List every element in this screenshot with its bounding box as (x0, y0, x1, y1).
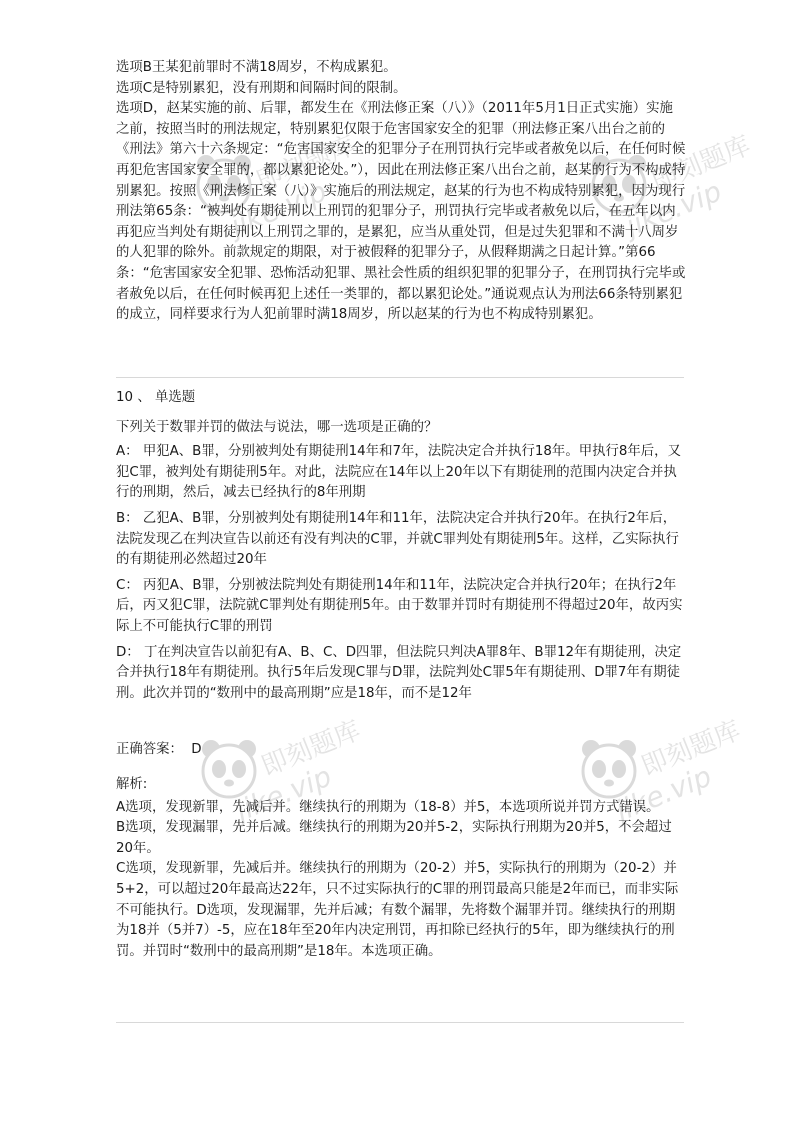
section-divider (116, 1022, 684, 1023)
option-text: 丁在判决宣告以前犯有A、B、C、D四罪，但法院只判决A罪8年、B罪12年有期徒刑，决定合并执行18年有期徒刑。执行5年后发现C罪与D罪，法院判处C罪5年有期徒刑、D罪7年有期徒刑。此次并罚的“数刑中的最高刑期”应是18年，而不是12年 (116, 644, 682, 701)
answer-row (116, 738, 686, 757)
watermark-brand: 即刻题库 (257, 715, 365, 783)
question-stem: 下列关于数罪并罚的做法与说法，哪一选项是正确的？ (116, 419, 438, 435)
analysis-paragraph: C选项，发现新罪，先减后并。继续执行的刑期为（20-2）并5，实际执行的刑期为（20-2）并5+2，可以超过20年最高达22年，只不过实际执行的C罪的刑罚最高只能是2年而已，而非实际不可能执行。D选项，发现漏罪，先并后减；有数个漏罪，先将数个漏罪并罚。继续执行的刑期为18并（5并7）-5，应在18年至20年内决定刑罚，再扣除已经执行的5年，即为继续执行的刑罚。并罚时“数刑中的最高刑期”是18年。本选项正确。 (116, 861, 679, 959)
section-divider (116, 377, 684, 378)
option-list (116, 442, 686, 704)
answer-label: 正确答案： (116, 742, 183, 757)
watermark-url: jike.vip (226, 174, 332, 243)
answer-value: D (191, 742, 202, 757)
option-text: 甲犯A、B罪，分别被判处有期徒刑14年和7年，法院决定合并执行18年。甲执行8年后，又犯C罪，被判处有期徒刑5年。对此，法院应在14年以上20年以下有期徒刑的范围内决定合并执行的刑期，然后，减去已经执行的8年刑期 (116, 444, 681, 501)
option-label: B： (116, 510, 139, 526)
analysis-block (116, 775, 686, 962)
option-label: A： (116, 444, 139, 460)
option-label: D： (116, 644, 140, 660)
previous-explanation (116, 58, 686, 326)
analysis-paragraph: A选项，发现新罪，先减后并。继续执行的刑期为（18-8）并5，本选项所说并罚方式错误。 (116, 799, 660, 815)
option-text: 乙犯A、B罪，分别被判处有期徒刑14年和11年，法院决定合并执行20年。在执行2年后，法院发现乙在判决宣告以前还有没有判决的C罪，并就C罪判处有期徒刑5年。这样，乙实际执行的有期徒刑必然超过20年 (116, 510, 679, 568)
analysis-paragraph: B选项，发现漏罪，先并后减。继续执行的刑期为20并5-2，实际执行刑期为20并5，不会超过20年。 (116, 820, 672, 856)
watermark-brand: 即刻题库 (252, 130, 360, 198)
explanation-paragraph: 选项C是特别累犯，没有刑期和间隔时间的限制。 (116, 80, 407, 96)
watermark-url: jike.vip (231, 759, 337, 828)
watermark-brand: 即刻题库 (647, 130, 755, 198)
option-text: 丙犯A、B罪，分别被法院判处有期徒刑14年和11年，法院决定合并执行20年；在执行2年后，丙又犯C罪，法院就C罪判处有期徒刑5年。由于数罪并罚时有期徒刑不得超过20年，故丙实际上不可能执行C罪的刑罚 (116, 577, 683, 634)
question-separator: 、 (137, 390, 151, 405)
option-label: C： (116, 577, 139, 593)
watermark-url: jike.vip (611, 759, 717, 828)
option-b[interactable] (116, 509, 686, 571)
analysis-label: 解析: (116, 777, 148, 792)
watermark-url: jike.vip (621, 174, 727, 243)
watermark-brand: 即刻题库 (637, 715, 745, 783)
option-c[interactable] (116, 576, 686, 638)
explanation-paragraph: 选项B王某犯前罪时不满18周岁，不构成累犯。 (116, 60, 397, 75)
option-d[interactable] (116, 643, 686, 705)
explanation-paragraph: 选项D，赵某实施的前、后罪，都发生在《刑法修正案（八）》（2011年5月1日正式实施）实施之前，按照当时的刑法规定，特别累犯仅限于危害国家安全的犯罪（刑法修正案八出台之前的《刑法》第六十六条规定：“危害国家安全的犯罪分子在刑罚执行完毕或者赦免以后，在任何时候再犯危害国家安全罪的，都以累犯论处。”），因此在刑法修正案八出台之前，赵某的行为不构成特别累犯。按照《刑法修正案（八）》实施后的刑法规定，赵某的行为也不构成特别累犯，因为现行刑法第65条：“被判处有期徒刑以上刑罚的犯罪分子，刑罚执行完毕或者赦免以后，在五年以内再犯应当判处有期徒刑以上刑罚之罪的，是累犯，应当从重处罚，但是过失犯罪和不满十八周岁的人犯罪的除外。前款规定的期限，对于被假释的犯罪分子，从假释期满之日起计算。”第66条：“危害国家安全犯罪、恐怖活动犯罪、黑社会性质的组织犯罪的犯罪分子，在刑罚执行完毕或者赦免以后，在任何时候再犯上述任一类罪的，都以累犯论处。”通说观点认为刑法66条特别累犯的成立，同样要求行为人犯前罪时满18周岁，所以赵某的行为也不构成特别累犯。 (116, 101, 686, 323)
question-number: 10 (116, 390, 134, 405)
question-title (116, 388, 686, 409)
question-block (116, 388, 686, 704)
option-a[interactable] (116, 442, 686, 504)
question-type: 单选题 (154, 390, 196, 405)
